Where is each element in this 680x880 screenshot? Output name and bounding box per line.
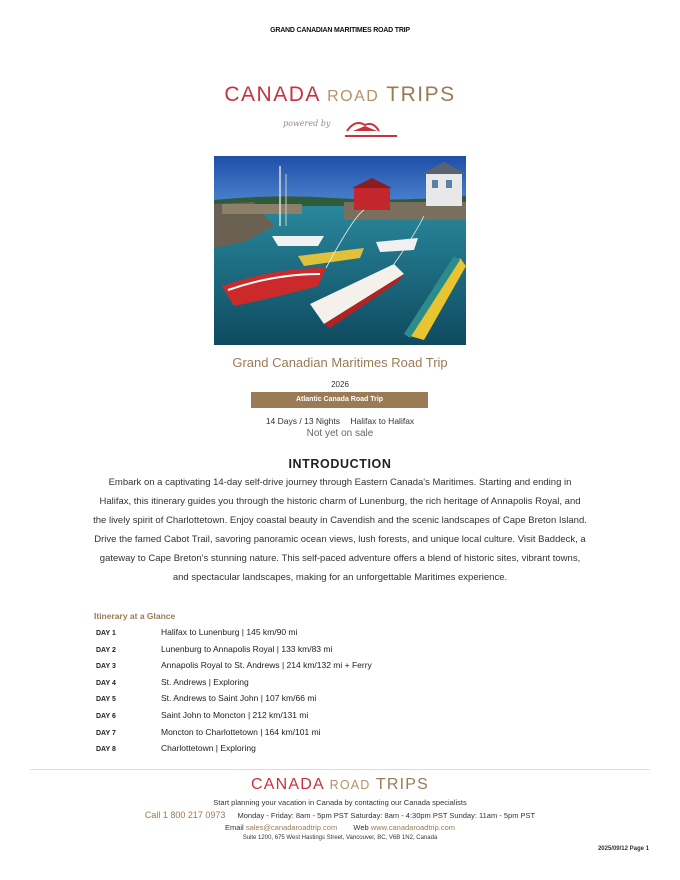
itinerary-row: [96, 657, 576, 674]
powered-by-logo: [283, 115, 403, 143]
email-label: Email: [224, 823, 244, 832]
footer-logo-word-canada: CANADA: [250, 776, 324, 793]
logo-word-trips: TRIPS: [386, 83, 456, 106]
trip-route: Halifax to Halifax: [350, 416, 415, 426]
website-link[interactable]: www.canadaroadtrip.com: [370, 823, 456, 832]
logo-word-road: ROAD: [327, 88, 380, 105]
email-link[interactable]: sales@canadaroadtrip.com: [245, 823, 338, 832]
phone-link[interactable]: Call 1 800 217 0973: [144, 810, 226, 820]
itinerary-row: [96, 690, 576, 707]
footer-divider: [30, 769, 650, 770]
footer-brand-logo: [0, 776, 680, 794]
itinerary-row: [96, 707, 576, 724]
day-label: DAY 3: [96, 663, 116, 671]
trip-category-badge: Atlantic Canada Road Trip: [251, 392, 428, 408]
day-label: DAY 2: [96, 646, 116, 654]
trip-sale-status: Not yet on sale: [306, 428, 374, 439]
footer-contact-hours: [0, 810, 680, 820]
day-label: DAY 8: [96, 746, 116, 754]
logo-word-canada: CANADA: [224, 83, 320, 106]
powered-by-text: powered by: [283, 119, 331, 128]
day-description: Lunenburg to Annapolis Royal | 133 km/83 mi: [161, 643, 333, 654]
day-label: DAY 7: [96, 729, 116, 737]
itinerary-row: [96, 674, 576, 691]
day-label: DAY 5: [96, 696, 116, 704]
footer-logo-word-road: ROAD: [329, 778, 371, 792]
day-description: Saint John to Moncton | 212 km/131 mi: [161, 709, 309, 720]
footer-logo-word-trips: TRIPS: [375, 776, 430, 793]
harbour-boats-image: [214, 156, 466, 345]
day-description: Annapolis Royal to St. Andrews | 214 km/132 mi + Ferry: [161, 660, 372, 671]
introduction-heading: INTRODUCTION: [288, 457, 392, 471]
trip-year: 2026: [331, 380, 349, 389]
itinerary-row: [96, 641, 576, 658]
brand-logo: [0, 84, 680, 108]
document-header: GRAND CANADIAN MARITIMES ROAD TRIP: [270, 27, 410, 34]
day-description: St. Andrews | Exploring: [161, 676, 249, 687]
footer-email-web: [0, 823, 680, 832]
partner-mark-icon: [333, 115, 403, 143]
trip-meta: [0, 416, 680, 426]
web-label: Web: [353, 823, 369, 832]
day-description: Halifax to Lunenburg | 145 km/90 mi: [161, 627, 298, 637]
office-hours: Monday - Friday: 8am - 5pm PST Saturday: 8am - 4:30pm PST Sunday: 11am - 5pm PST: [237, 811, 536, 820]
itinerary-row: [96, 624, 576, 641]
day-description: St. Andrews to Saint John | 107 km/66 mi: [161, 693, 317, 704]
day-description: Charlottetown | Exploring: [161, 743, 256, 754]
footer-address: Suite 1200, 675 West Hastings Street, Vancouver, BC, V6B 1N2, Canada: [242, 835, 438, 841]
introduction-body: Embark on a captivating 14-day self-drive journey through Eastern Canada's Maritimes. Starting and ending in Halifax, this itinerary guides you through the historic charm of Lunenburg, the rich heritage of Annapolis Royal, and the lively spirit of Charlottetown. Enjoy coastal beauty in Cavendish and the scenic landscapes of Cape Breton Island. Drive the famed Cabot Trail, savoring panoramic ocean views, lush forests, and unique local culture. Visit Baddeck, a gateway to Cape Breton's stunning nature. This self-paced adventure offers a blend of historic sites, vibrant towns, and spectacular landscapes, making for an unforgettable Maritimes experience.: [93, 477, 587, 583]
itinerary-row: [96, 740, 576, 757]
hero-harbour-photo: [214, 156, 466, 345]
page-number: 2025/09/12 Page 1: [597, 846, 649, 852]
trip-title: Grand Canadian Maritimes Road Trip: [232, 355, 448, 370]
day-label: DAY 1: [96, 630, 116, 637]
trip-duration: 14 Days / 13 Nights: [265, 416, 341, 426]
day-label: DAY 6: [96, 712, 116, 720]
day-label: DAY 4: [96, 679, 116, 687]
day-description: Moncton to Charlottetown | 164 km/101 mi: [161, 726, 321, 737]
footer-cta: Start planning your vacation in Canada by contacting our Canada specialists: [213, 798, 467, 807]
itinerary-heading: Itinerary at a Glance: [94, 611, 176, 621]
itinerary-row: [96, 724, 576, 741]
itinerary-list: [96, 624, 576, 757]
